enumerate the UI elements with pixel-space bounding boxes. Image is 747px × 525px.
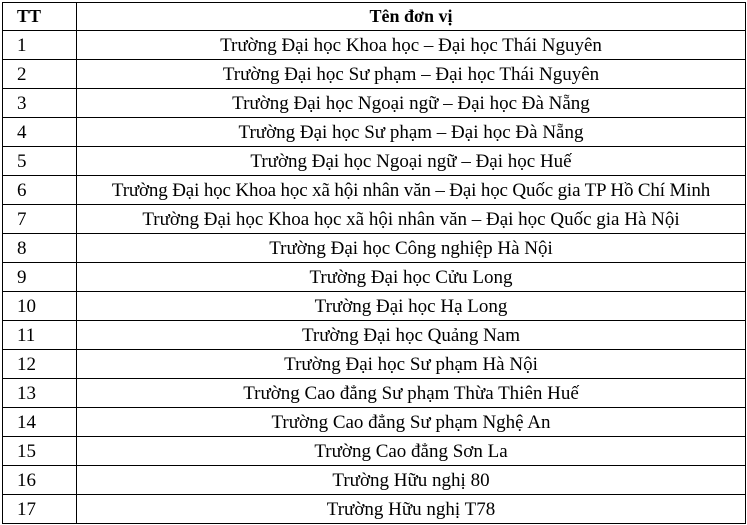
row-number: 6 [3, 176, 77, 205]
unit-name: Trường Cao đẳng Sơn La [77, 437, 746, 466]
row-number: 14 [3, 408, 77, 437]
row-number: 7 [3, 205, 77, 234]
row-number: 2 [3, 60, 77, 89]
table-row [3, 350, 746, 379]
unit-name: Trường Đại học Ngoại ngữ – Đại học Huế [77, 147, 746, 176]
row-number: 17 [3, 495, 77, 524]
table-row [3, 263, 746, 292]
unit-name: Trường Hữu nghị 80 [77, 466, 746, 495]
table-row [3, 495, 746, 524]
unit-name: Trường Đại học Công nghiệp Hà Nội [77, 234, 746, 263]
unit-name: Trường Đại học Hạ Long [77, 292, 746, 321]
row-number: 13 [3, 379, 77, 408]
table-row [3, 31, 746, 60]
table-row [3, 466, 746, 495]
unit-name: Trường Đại học Quảng Nam [77, 321, 746, 350]
unit-name: Trường Cao đẳng Sư phạm Thừa Thiên Huế [77, 379, 746, 408]
row-number: 11 [3, 321, 77, 350]
header-unit-name: Tên đơn vị [77, 3, 746, 31]
table-row [3, 118, 746, 147]
row-number: 12 [3, 350, 77, 379]
row-number: 1 [3, 31, 77, 60]
table-row [3, 437, 746, 466]
table-row [3, 60, 746, 89]
row-number: 16 [3, 466, 77, 495]
unit-name: Trường Đại học Sư phạm Hà Nội [77, 350, 746, 379]
table-row [3, 234, 746, 263]
row-number: 5 [3, 147, 77, 176]
unit-name: Trường Đại học Sư phạm – Đại học Đà Nẵng [77, 118, 746, 147]
table-row [3, 379, 746, 408]
unit-name: Trường Đại học Ngoại ngữ – Đại học Đà Nẵng [77, 89, 746, 118]
units-table [2, 2, 746, 524]
table-row [3, 408, 746, 437]
row-number: 3 [3, 89, 77, 118]
unit-name: Trường Đại học Cửu Long [77, 263, 746, 292]
row-number: 10 [3, 292, 77, 321]
unit-name: Trường Đại học Khoa học xã hội nhân văn – Đại học Quốc gia TP Hồ Chí Minh [77, 176, 746, 205]
table-header-row [3, 3, 746, 31]
row-number: 15 [3, 437, 77, 466]
unit-name: Trường Cao đẳng Sư phạm Nghệ An [77, 408, 746, 437]
table-row [3, 321, 746, 350]
table-row [3, 89, 746, 118]
row-number: 4 [3, 118, 77, 147]
unit-name: Trường Hữu nghị T78 [77, 495, 746, 524]
header-tt: TT [3, 3, 77, 31]
unit-name: Trường Đại học Khoa học – Đại học Thái Nguyên [77, 31, 746, 60]
row-number: 8 [3, 234, 77, 263]
table-row [3, 147, 746, 176]
table-row [3, 205, 746, 234]
unit-name: Trường Đại học Sư phạm – Đại học Thái Nguyên [77, 60, 746, 89]
row-number: 9 [3, 263, 77, 292]
table-row [3, 292, 746, 321]
table-row [3, 176, 746, 205]
unit-name: Trường Đại học Khoa học xã hội nhân văn – Đại học Quốc gia Hà Nội [77, 205, 746, 234]
